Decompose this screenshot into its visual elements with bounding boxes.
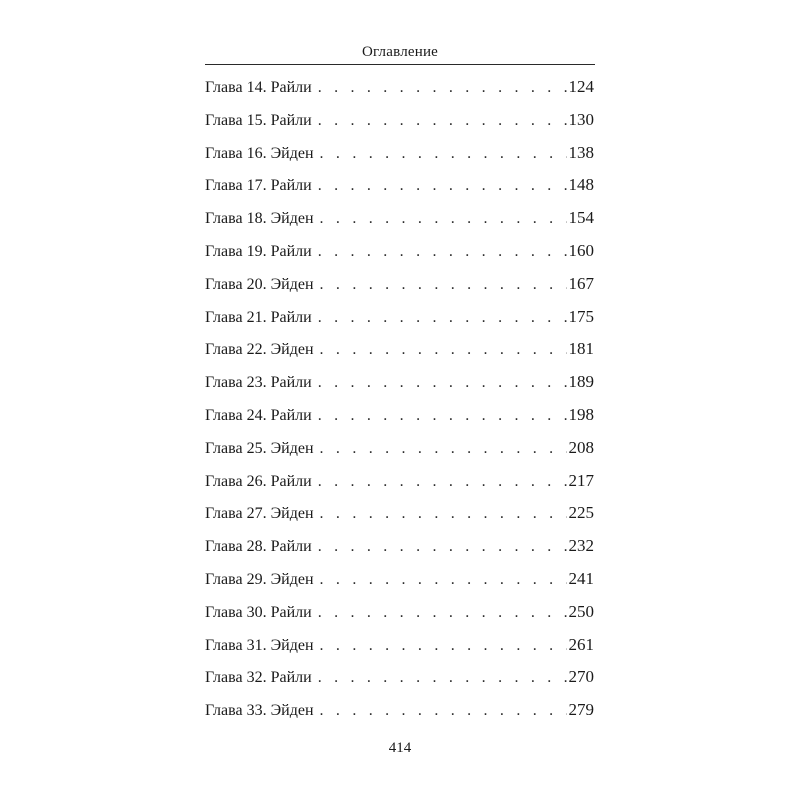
table-of-contents [205,71,594,727]
toc-entry-title: Глава 22. Эйден [205,341,314,359]
toc-entry-title: Глава 21. Райли [205,308,312,326]
toc-entry [205,137,594,170]
header-rule [205,64,595,65]
toc-entry [205,301,594,334]
toc-dot-leader [320,498,567,530]
toc-entry [205,104,594,137]
toc-entry-page: 208 [568,437,594,457]
toc-entry-title: Глава 30. Райли [205,603,312,621]
toc-entry-page: 261 [568,634,594,654]
toc-dot-leader [318,662,567,694]
toc-entry-title: Глава 24. Райли [205,406,312,424]
toc-entry [205,71,594,104]
toc-dot-leader [318,170,567,202]
toc-entry-page: 160 [568,240,594,260]
toc-entry-title: Глава 25. Эйден [205,439,314,457]
toc-dot-leader [318,400,567,432]
toc-entry-title: Глава 16. Эйден [205,144,314,162]
toc-entry-title: Глава 29. Эйден [205,570,314,588]
toc-dot-leader [320,433,567,465]
toc-entry [205,399,594,432]
toc-entry-page: 232 [568,536,594,556]
toc-entry [205,629,594,662]
toc-entry-page: 189 [568,372,594,392]
toc-dot-leader [318,367,567,399]
toc-dot-leader [318,236,567,268]
toc-entry-title: Глава 23. Райли [205,374,312,392]
toc-dot-leader [320,630,567,662]
toc-entry-title: Глава 27. Эйден [205,505,314,523]
toc-entry [205,465,594,498]
toc-entry-title: Глава 28. Райли [205,538,312,556]
toc-dot-leader [320,203,567,235]
toc-entry-page: 154 [568,208,594,228]
toc-entry-title: Глава 33. Эйден [205,702,314,720]
toc-entry [205,366,594,399]
toc-entry-page: 241 [568,568,594,588]
running-head-title: Оглавление [361,44,439,60]
toc-entry-page: 217 [568,470,594,490]
toc-entry [205,694,594,727]
toc-entry-title: Глава 19. Райли [205,242,312,260]
toc-entry-page: 198 [568,404,594,424]
toc-entry-page: 225 [568,503,594,523]
toc-entry-title: Глава 32. Райли [205,669,312,687]
toc-dot-leader [320,695,567,727]
toc-entry-page: 130 [568,109,594,129]
toc-entry-title: Глава 26. Райли [205,472,312,490]
toc-dot-leader [320,138,567,170]
toc-entry-title: Глава 14. Райли [205,79,312,96]
toc-entry-page: 250 [568,601,594,621]
page-number: 414 [388,740,412,756]
toc-entry [205,169,594,202]
toc-dot-leader [320,564,567,596]
toc-entry-page: 148 [568,175,594,195]
toc-entry-page: 270 [568,667,594,687]
toc-dot-leader [320,334,567,366]
toc-entry-page: 279 [568,700,594,720]
toc-dot-leader [318,72,567,104]
toc-entry-title: Глава 15. Райли [205,111,312,129]
toc-entry [205,497,594,530]
toc-entry [205,268,594,301]
toc-entry-page: 167 [568,273,594,293]
toc-dot-leader [318,302,567,334]
toc-dot-leader [318,531,567,563]
toc-entry-page: 181 [568,339,594,359]
toc-entry [205,530,594,563]
toc-entry [205,596,594,629]
toc-dot-leader [318,597,567,629]
toc-entry-title: Глава 20. Эйден [205,275,314,293]
toc-entry-page: 138 [568,142,594,162]
toc-entry [205,333,594,366]
toc-entry [205,202,594,235]
toc-entry [205,235,594,268]
toc-dot-leader [320,269,567,301]
toc-dot-leader [318,466,567,498]
toc-entry-title: Глава 17. Райли [205,177,312,195]
toc-entry [205,661,594,694]
toc-dot-leader [318,105,567,137]
toc-entry-title: Глава 31. Эйден [205,636,314,654]
toc-entry-title: Глава 18. Эйден [205,210,314,228]
toc-entry-page: 175 [568,306,594,326]
toc-entry-page: 124 [568,77,594,96]
toc-entry [205,432,594,465]
toc-entry [205,563,594,596]
